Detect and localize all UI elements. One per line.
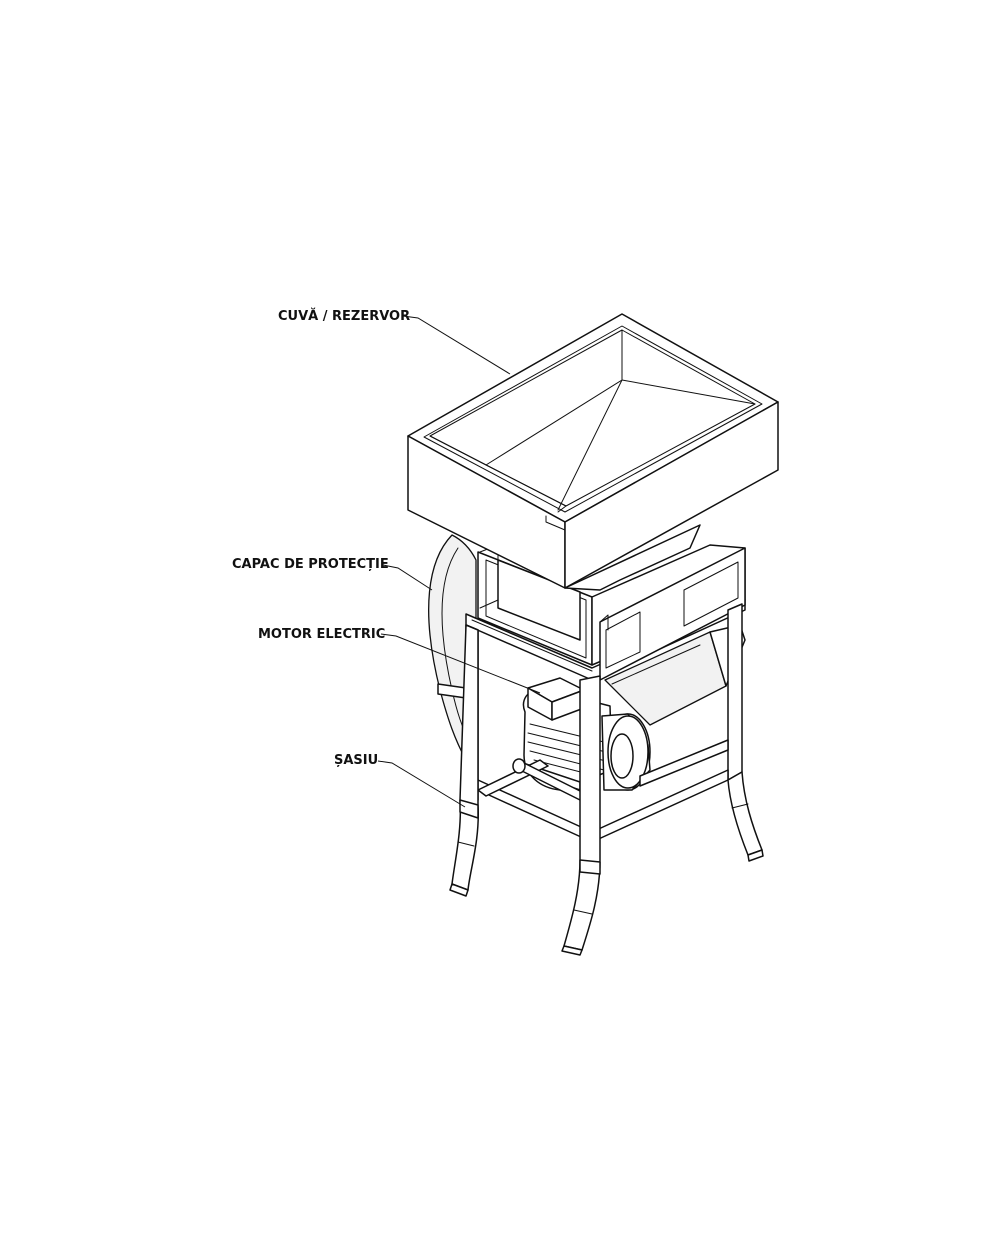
label-protective-cover: CAPAC DE PROTECȚIE [232,557,389,572]
leader-guard [383,565,432,590]
leader-chassis [378,761,465,807]
leader-hopper [403,316,510,374]
label-hopper: CUVĂ / REZERVOR [278,309,411,324]
label-chassis: ȘASIU [334,753,379,768]
label-electric-motor: MOTOR ELECTRIC [258,627,386,642]
